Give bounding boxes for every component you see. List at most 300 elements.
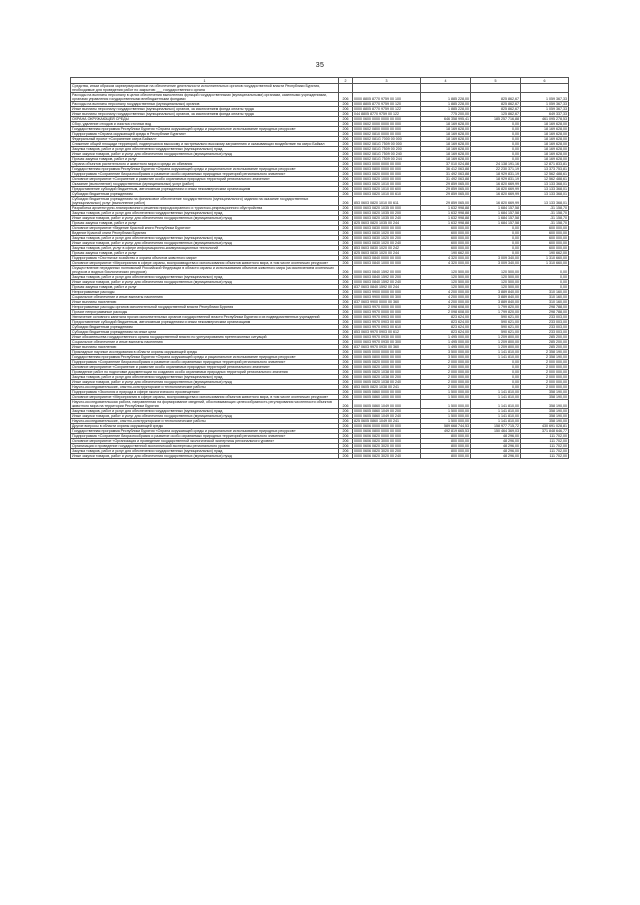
- row-budget-code: 0000 0606 0800 0000 00 000: [353, 429, 421, 434]
- column-header: 1: [71, 78, 339, 84]
- row-remaining-amount: 190 662,00: [521, 251, 569, 256]
- row-description: Закупка товаров, работ и услуг для обеспечения государственных (муниципальных) нужд: [71, 211, 339, 216]
- row-code-206: 206: [339, 187, 353, 192]
- row-executed-amount: 590 621,00: [471, 315, 521, 320]
- row-approved-amount: 36 412 063,88: [421, 167, 471, 172]
- row-approved-amount: 31 492 063,88: [421, 172, 471, 177]
- row-budget-code: 825 0603 0830 1020 00 244: [353, 251, 421, 256]
- row-budget-code: 0000 0605 0820 1038 00 000: [353, 370, 421, 375]
- row-code-206: 206: [339, 345, 353, 350]
- row-remaining-amount: 13 133 368,01: [521, 187, 569, 192]
- row-executed-amount: 590 621,00: [471, 320, 521, 325]
- row-budget-code: 853 0603 0820 1010 00 611: [353, 197, 421, 206]
- row-description: Государственная программа Республики Бурятия «Охрана окружающей среды и рациональное использование природных ресурсов»: [71, 429, 339, 434]
- row-remaining-amount: 298 788,00: [521, 305, 569, 310]
- row-code-206: 206: [339, 385, 353, 390]
- row-budget-code: 0000 0605 0860 0000 00 000: [353, 390, 421, 395]
- row-budget-code: 0000 0605 0820 1038 00 240: [353, 380, 421, 385]
- row-budget-code: 0000 0602 081G 7000 00 000: [353, 137, 421, 142]
- row-remaining-amount: 600 000,00: [521, 246, 569, 251]
- row-executed-amount: 16 820 669,99: [471, 182, 521, 187]
- row-approved-amount: 823 624,00: [421, 320, 471, 325]
- budget-execution-table: [70, 77, 569, 459]
- row-remaining-amount: 600 000,00: [521, 236, 569, 241]
- row-executed-amount: 150 464 369,03: [471, 429, 521, 434]
- row-approved-amount: 1 632 998,88: [421, 211, 471, 216]
- row-remaining-amount: -31 158,70: [521, 221, 569, 226]
- row-budget-code: 0000 0603 0830 1020 00 200: [353, 236, 421, 241]
- row-budget-code: 0000 0603 0840 1592 00 000: [353, 266, 421, 275]
- row-code-206: 206: [339, 157, 353, 162]
- row-budget-code: 0000 0603 0820 0000 00 000: [353, 172, 421, 177]
- row-remaining-amount: 310 160,00: [521, 295, 569, 300]
- row-budget-code: 0000 0602 081G 7509 00 200: [353, 147, 421, 152]
- row-budget-code: 0000 0602 0800 0000 00 000: [353, 127, 421, 132]
- row-approved-amount: 823 624,00: [421, 325, 471, 330]
- row-approved-amount: 4 200 000,00: [421, 290, 471, 295]
- row-code-206: 206: [339, 117, 353, 122]
- row-executed-amount: 1 141 810,00: [471, 400, 521, 409]
- row-executed-amount: 3 889 840,00: [471, 300, 521, 305]
- row-description: Непрограммные расходы органов исполнительной государственной власти Республики Бурятия: [71, 305, 339, 310]
- row-code-206: 206: [339, 400, 353, 409]
- row-code-206: 206: [339, 390, 353, 395]
- row-remaining-amount: 18 169 628,00: [521, 137, 569, 142]
- row-approved-amount: 2 000 000,00: [421, 360, 471, 365]
- row-approved-amount: 4 320 000,00: [421, 256, 471, 261]
- row-code-206: 206: [339, 280, 353, 285]
- table-body: [71, 84, 569, 459]
- row-budget-code: 0000 0603 0820 1035 00 000: [353, 206, 421, 211]
- row-code-206: 206: [339, 93, 353, 102]
- row-budget-code: 0000 0603 0830 0000 00 000: [353, 226, 421, 231]
- row-executed-amount: 0,00: [471, 142, 521, 147]
- row-description: Государственная программа Республики Бурятия «Охрана окружающей среды и рациональное использование природных ресурсов»: [71, 167, 339, 172]
- row-executed-amount: 48 296,00: [471, 454, 521, 459]
- row-description: Организация и проведение государственной экологической экспертизы регионального уровня: [71, 444, 339, 449]
- row-remaining-amount: 1 059 367,33: [521, 93, 569, 102]
- row-executed-amount: 0,00: [471, 360, 521, 365]
- row-approved-amount: 600 000,00: [421, 226, 471, 231]
- row-remaining-amount: 233 003,00: [521, 330, 569, 335]
- row-approved-amount: 120 500,00: [421, 280, 471, 285]
- row-code-206: 206: [339, 231, 353, 236]
- row-approved-amount: 1 500 000,00: [421, 414, 471, 419]
- row-description: Субсидии бюджетным учреждениям: [71, 192, 339, 197]
- row-approved-amount: 18 169 628,00: [421, 132, 471, 137]
- row-code-206: 206: [339, 315, 353, 320]
- row-description: Иные выплаты персоналу государственных (муниципальных) органов, за исключением фонда оплаты труда: [71, 107, 339, 112]
- row-code-206: 206: [339, 414, 353, 419]
- row-budget-code: 853 0605 0820 1038 00 241: [353, 385, 421, 390]
- row-executed-amount: 3 889 840,00: [471, 290, 521, 295]
- row-remaining-amount: 2 000 000,00: [521, 360, 569, 365]
- row-remaining-amount: 1 059 367,33: [521, 107, 569, 112]
- row-executed-amount: 1 141 810,00: [471, 409, 521, 414]
- row-approved-amount: 4 320 000,00: [421, 261, 471, 266]
- row-code-206: 206: [339, 330, 353, 335]
- row-executed-amount: 0,00: [471, 246, 521, 251]
- row-remaining-amount: 2 000 000,00: [521, 380, 569, 385]
- row-remaining-amount: 0,00: [521, 275, 569, 280]
- row-description: Закупка товаров, работ, услуг в сфере информационно-коммуникационных технологий: [71, 246, 339, 251]
- row-approved-amount: 1 885 228,00: [421, 107, 471, 112]
- row-budget-code: 0000 0605 0000 0000 00 000: [353, 350, 421, 355]
- row-code-206: 206: [339, 350, 353, 355]
- row-approved-amount: 1 495 000,00: [421, 345, 471, 350]
- row-approved-amount: 823 624,00: [421, 315, 471, 320]
- row-code-206: 206: [339, 102, 353, 107]
- row-description: Закупка товаров, работ и услуг для обеспечения государственных (муниципальных) нужд: [71, 147, 339, 152]
- row-description: Закупка товаров, работ и услуг для обеспечения государственных (муниципальных) нужд: [71, 449, 339, 454]
- row-remaining-amount: 0,00: [521, 285, 569, 290]
- row-budget-code: 0000 8805 8770 9759 00 100: [353, 93, 421, 102]
- row-budget-code: 0000 0603 9970 0903 00 610: [353, 325, 421, 330]
- row-approved-amount: 589 668 744,53: [421, 424, 471, 429]
- row-code-206: 206: [339, 261, 353, 266]
- row-approved-amount: 18 169 628,00: [421, 147, 471, 152]
- row-executed-amount: 48 296,00: [471, 439, 521, 444]
- row-remaining-amount: 12 871 833,81: [521, 162, 569, 167]
- row-approved-amount: 1 632 998,88: [421, 221, 471, 226]
- page-number: 35: [315, 62, 325, 69]
- row-executed-amount: 1 799 820,00: [471, 305, 521, 310]
- row-budget-code: 0000 0603 0820 1035 00 200: [353, 211, 421, 216]
- row-remaining-amount: 600 000,00: [521, 241, 569, 246]
- row-executed-amount: 18 929 831,19: [471, 177, 521, 182]
- row-remaining-amount: 310 160,00: [521, 300, 569, 305]
- row-code-206: 206: [339, 320, 353, 325]
- row-code-206: 206: [339, 434, 353, 439]
- row-description: Иные выплаты персоналу государственных (муниципальных) органов, за исключением фонда оплаты труда: [71, 112, 339, 117]
- row-code-206: 206: [339, 172, 353, 177]
- row-remaining-amount: 285 200,00: [521, 340, 569, 345]
- row-approved-amount: 120 500,00: [421, 285, 471, 290]
- row-budget-code: 0000 0603 9970 0930 00 300: [353, 340, 421, 345]
- row-approved-amount: 800 000,00: [421, 454, 471, 459]
- row-approved-amount: 120 500,00: [421, 266, 471, 275]
- row-executed-amount: 0,00: [471, 137, 521, 142]
- row-budget-code: 0000 0606 0820 0000 00 000: [353, 434, 421, 439]
- row-remaining-amount: 461 095 278,53: [521, 117, 569, 122]
- row-budget-code: 0000 0606 0820 3000 00 000: [353, 439, 421, 444]
- row-budget-code: 0000 0600 0000 0000 00 000: [353, 117, 421, 122]
- row-budget-code: 0000 0605 0820 1000 00 000: [353, 365, 421, 370]
- row-executed-amount: 0,00: [471, 365, 521, 370]
- row-description: Субсидии бюджетным учреждениям на финансовое обеспечение государственного (муниципального) задания на оказание государственных (муниципальных) услуг (выполнение работ): [71, 197, 339, 206]
- row-approved-amount: 1 632 998,88: [421, 216, 471, 221]
- row-remaining-amount: 111 702,00: [521, 439, 569, 444]
- row-executed-amount: 16 820 669,99: [471, 197, 521, 206]
- row-executed-amount: 0,00: [471, 127, 521, 132]
- row-description: Снижение общей площади территорий, подвергшихся высокому и экстремально высокому загрязнению и оказывающих воздействие на озеро Байкал: [71, 142, 339, 147]
- row-code-206: 206: [339, 107, 353, 112]
- row-executed-amount: 120 500,00: [471, 266, 521, 275]
- row-executed-amount: 125 862,67: [471, 112, 521, 117]
- row-executed-amount: 825 862,67: [471, 93, 521, 102]
- row-remaining-amount: 233 003,00: [521, 320, 569, 325]
- row-budget-code: 0000 0605 0800 0000 00 000: [353, 355, 421, 360]
- row-approved-amount: 1 632 998,88: [421, 206, 471, 211]
- row-description: Иные закупки товаров, работ и услуг для обеспечения государственных (муниципальных) нужд: [71, 216, 339, 221]
- row-executed-amount: 1 209 800,00: [471, 340, 521, 345]
- row-executed-amount: 120 500,00: [471, 285, 521, 290]
- row-code-206: 206: [339, 325, 353, 330]
- row-description: Закупка товаров, работ и услуг для обеспечения государственных (муниципальных) нужд: [71, 375, 339, 380]
- row-code-206: 206: [339, 182, 353, 187]
- row-approved-amount: 800 000,00: [421, 444, 471, 449]
- row-executed-amount: 0,00: [471, 132, 521, 137]
- row-budget-code: 0000 0602 081G 7509 00 240: [353, 152, 421, 157]
- row-budget-code: 0000 0603 9970 0903 00 600: [353, 320, 421, 325]
- row-approved-amount: 18 169 628,00: [421, 142, 471, 147]
- row-approved-amount: 1 495 000,00: [421, 340, 471, 345]
- row-budget-code: 0000 0603 0800 0000 00 000: [353, 167, 421, 172]
- row-budget-code: 0000 0602 0810 0000 00 000: [353, 132, 421, 137]
- row-code-206: 206: [339, 177, 353, 182]
- row-remaining-amount: 111 702,00: [521, 454, 569, 459]
- row-remaining-amount: 285 200,00: [521, 335, 569, 340]
- row-budget-code: 825 0605 0860 1049 00 241: [353, 419, 421, 424]
- row-code-206: 206: [339, 221, 353, 226]
- row-executed-amount: 0,00: [471, 226, 521, 231]
- row-approved-amount: 2 000 000,00: [421, 380, 471, 385]
- table-row: [71, 197, 569, 206]
- row-executed-amount: 0,00: [471, 152, 521, 157]
- table-row: [71, 93, 569, 102]
- row-executed-amount: 48 296,00: [471, 449, 521, 454]
- row-approved-amount: 1 500 000,00: [421, 419, 471, 424]
- row-code-206: 206: [339, 395, 353, 400]
- row-description: Иные закупки товаров, работ и услуг для обеспечения государственных (муниципальных) нужд: [71, 380, 339, 385]
- row-remaining-amount: 0,00: [521, 280, 569, 285]
- row-executed-amount: 1 141 810,00: [471, 419, 521, 424]
- row-approved-amount: 2 000 000,00: [421, 375, 471, 380]
- row-approved-amount: 1 495 000,00: [421, 335, 471, 340]
- row-executed-amount: 120 500,00: [471, 280, 521, 285]
- row-description: Осуществление переданных полномочий Российской Федерации в области охраны и использования объектов животного мира (за исключением охотничьих ресурсов и водных биологических ресурсов): [71, 266, 339, 275]
- row-description: Основное мероприятие «Ведение Красной книги Республики Бурятия»: [71, 226, 339, 231]
- row-code-206: 206: [339, 167, 353, 172]
- row-remaining-amount: 2 358 190,00: [521, 355, 569, 360]
- row-executed-amount: 3 889 840,00: [471, 295, 521, 300]
- row-executed-amount: 1 141 810,00: [471, 395, 521, 400]
- row-code-206: 206: [339, 380, 353, 385]
- row-description: Закупка товаров, работ и услуг для обеспечения государственных (муниципальных) нужд: [71, 236, 339, 241]
- row-remaining-amount: 233 003,00: [521, 325, 569, 330]
- row-executed-amount: 1 799 820,00: [471, 310, 521, 315]
- row-remaining-amount: 1 310 660,00: [521, 256, 569, 261]
- row-description: Научно-исследовательские, опытно-конструкторские и технологические работы: [71, 419, 339, 424]
- column-header: 5: [471, 78, 521, 84]
- row-approved-amount: 18 169 628,00: [421, 127, 471, 132]
- row-budget-code: 0000 0603 0840 0000 00 000: [353, 256, 421, 261]
- row-approved-amount: 600 000,00: [421, 236, 471, 241]
- row-remaining-amount: 285 200,00: [521, 345, 569, 350]
- row-executed-amount: 590 621,00: [471, 325, 521, 330]
- row-remaining-amount: 1 310 660,00: [521, 261, 569, 266]
- row-description: Увеличение основного капитала прочих исполнительных органов государственной власти Республики Бурятия и их подведомственных учреждений: [71, 315, 339, 320]
- row-budget-code: 853 0603 0830 1020 00 242: [353, 246, 421, 251]
- row-code-206: 206: [339, 439, 353, 444]
- row-description: Прочая закупка товаров, работ и услуг: [71, 221, 339, 226]
- row-budget-code: 0000 0603 0000 0000 00 000: [353, 162, 421, 167]
- row-executed-amount: 0,00: [471, 147, 521, 152]
- row-approved-amount: 120 500,00: [421, 275, 471, 280]
- row-budget-code: 0000 0605 0820 0000 00 000: [353, 360, 421, 365]
- row-description: Другие вопросы в области охраны окружающей среды: [71, 424, 339, 429]
- row-executed-amount: 1 684 157,58: [471, 221, 521, 226]
- row-approved-amount: 600 000,00: [421, 241, 471, 246]
- row-remaining-amount: 18 169 628,00: [521, 122, 569, 127]
- row-remaining-amount: -31 158,70: [521, 216, 569, 221]
- row-executed-amount: [471, 84, 521, 93]
- row-description: Государственная программа Республики Бурятия «Охрана окружающей среды и рациональное использование природных ресурсов»: [71, 127, 339, 132]
- row-executed-amount: 0,00: [471, 241, 521, 246]
- row-code-206: 206: [339, 137, 353, 142]
- row-approved-amount: [421, 84, 471, 93]
- row-budget-code: 837 0603 0840 1592 00 244: [353, 285, 421, 290]
- row-description: Основное мероприятие «Мероприятия в сфере охраны, воспроизводства и использования объектов животного мира, в том числе охотничьих ресурсов»: [71, 395, 339, 400]
- row-budget-code: 0000 0605 0860 1000 00 000: [353, 395, 421, 400]
- row-description: Иные обязательства государственного органа государственной власти по урегулированию претензионных ситуаций: [71, 335, 339, 340]
- row-executed-amount: 590 621,00: [471, 330, 521, 335]
- row-remaining-amount: 111 702,00: [521, 434, 569, 439]
- table-row: [71, 400, 569, 409]
- row-approved-amount: 600 000,00: [421, 231, 471, 236]
- row-approved-amount: 1 885 228,00: [421, 93, 471, 102]
- row-approved-amount: 31 492 063,88: [421, 177, 471, 182]
- row-executed-amount: 120 500,00: [471, 275, 521, 280]
- row-description: Оказание (выполнение) государственных (муниципальных) услуг (работ): [71, 182, 339, 187]
- row-approved-amount: 37 010 024,88: [421, 162, 471, 167]
- row-budget-code: 0000 0605 0820 1038 00 200: [353, 375, 421, 380]
- row-remaining-amount: 1 059 367,33: [521, 102, 569, 107]
- row-executed-amount: 0,00: [471, 380, 521, 385]
- row-approved-amount: 775 200,00: [421, 112, 471, 117]
- row-remaining-amount: 18 169 628,00: [521, 147, 569, 152]
- row-budget-code: 0000 0603 0820 1010 00 600: [353, 187, 421, 192]
- row-description: Непрограммные расходы: [71, 290, 339, 295]
- table-row: [71, 84, 569, 93]
- row-code-206: 206: [339, 256, 353, 261]
- row-description: Подпрограмма «Сохранение биоразнообразия и развитие особо охраняемых природных территорий регионального значения»: [71, 360, 339, 365]
- row-description: Проведение работ по подготовке документации по созданию особо охраняемых природных территорий регионального значения: [71, 370, 339, 375]
- row-remaining-amount: 2 000 000,00: [521, 385, 569, 390]
- row-approved-amount: 3 500 000,00: [421, 350, 471, 355]
- row-code-206: 206: [339, 360, 353, 365]
- row-code-206: 206: [339, 142, 353, 147]
- row-description: Подпрограмма «Сохранение биоразнообразия и развитие особо охраняемых природных территорий регионального значения»: [71, 434, 339, 439]
- row-description: Иные закупки товаров, работ и услуг для обеспечения государственных (муниципальных) нужд: [71, 454, 339, 459]
- row-code-206: 206: [339, 246, 353, 251]
- row-code-206: 206: [339, 266, 353, 275]
- row-description: Предоставление субсидий бюджетным, автономным учреждениям и иным некоммерческим организациям: [71, 187, 339, 192]
- row-approved-amount: 190 662,00: [421, 251, 471, 256]
- row-remaining-amount: 13 373 753,81: [521, 167, 569, 172]
- row-budget-code: 0000 0603 0840 1592 00 200: [353, 275, 421, 280]
- row-approved-amount: 1 500 000,00: [421, 400, 471, 409]
- row-executed-amount: 1 141 810,00: [471, 355, 521, 360]
- row-code-206: 206: [339, 127, 353, 132]
- row-budget-code: 0000 0606 0820 3020 00 200: [353, 449, 421, 454]
- row-description: Основное мероприятие «Сохранение и развитие особо охраняемых природных территорий регионального значения»: [71, 177, 339, 182]
- row-description: ОХРАНА ОКРУЖАЮЩЕЙ СРЕДЫ: [71, 117, 339, 122]
- row-description: Иные закупки товаров, работ и услуг для обеспечения государственных (муниципальных) нужд: [71, 280, 339, 285]
- row-budget-code: 0000 0605 0860 1049 00 200: [353, 409, 421, 414]
- row-description: Социальное обеспечение и иные выплаты населению: [71, 340, 339, 345]
- row-code-206: 206: [339, 122, 353, 127]
- row-remaining-amount: 111 702,00: [521, 449, 569, 454]
- row-code-206: 206: [339, 375, 353, 380]
- row-approved-amount: 29 859 065,00: [421, 197, 471, 206]
- row-budget-code: 0000 0603 0820 1010 00 000: [353, 182, 421, 187]
- row-description: Иные закупки товаров, работ и услуг для обеспечения государственных (муниципальных) нужд: [71, 414, 339, 419]
- row-description: Расходы на выплаты персоналу государственных (муниципальных) органов: [71, 102, 339, 107]
- row-budget-code: 0000 0603 9900 0000 00 300: [353, 295, 421, 300]
- row-description: Федеральный проект «Сохранение озера Байкал»: [71, 137, 339, 142]
- row-executed-amount: 0,00: [471, 157, 521, 162]
- row-executed-amount: 3 009 340,00: [471, 256, 521, 261]
- row-approved-amount: 2 000 000,00: [421, 365, 471, 370]
- row-remaining-amount: -31 158,70: [521, 211, 569, 216]
- row-approved-amount: 1 500 000,00: [421, 390, 471, 395]
- row-approved-amount: 29 859 065,00: [421, 192, 471, 197]
- row-executed-amount: 825 862,67: [471, 102, 521, 107]
- row-description: Субсидии бюджетным учреждениям: [71, 325, 339, 330]
- row-description: Иные выплаты населению: [71, 300, 339, 305]
- row-code-206: 206: [339, 449, 353, 454]
- row-description: Подпрограмма «Сохранение биоразнообразия и развитие особо охраняемых природных территорий регионального значения»: [71, 172, 339, 177]
- column-header: 4: [421, 78, 471, 84]
- row-description: Социальное обеспечение и иные выплаты населению: [71, 295, 339, 300]
- row-approved-amount: 4 200 000,00: [421, 295, 471, 300]
- row-approved-amount: 29 859 065,00: [421, 182, 471, 187]
- row-budget-code: 044 8805 8770 9759 00 122: [353, 112, 421, 117]
- row-code-206: 206: [339, 409, 353, 414]
- row-description: Научно-исследовательские, опытно-конструкторские и технологические работы: [71, 385, 339, 390]
- row-approved-amount: 3 500 000,00: [421, 355, 471, 360]
- row-code-206: 206: [339, 211, 353, 216]
- row-approved-amount: 18 169 628,00: [421, 152, 471, 157]
- row-executed-amount: 1 141 810,00: [471, 350, 521, 355]
- row-remaining-amount: [521, 84, 569, 93]
- row-remaining-amount: 2 000 000,00: [521, 370, 569, 375]
- row-budget-code: 0000 8805 8770 9759 00 122: [353, 107, 421, 112]
- row-budget-code: 0000 0602 081G 7509 00 244: [353, 157, 421, 162]
- row-budget-code: 0000 0603 0820 1000 00 000: [353, 177, 421, 182]
- row-remaining-amount: 2 358 190,00: [521, 350, 569, 355]
- row-budget-code: 0000 0603 0830 1020 00 240: [353, 241, 421, 246]
- row-code-206: 206: [339, 241, 353, 246]
- row-remaining-amount: 358 190,00: [521, 414, 569, 419]
- row-approved-amount: 1 500 000,00: [421, 395, 471, 400]
- row-executed-amount: 16 820 669,99: [471, 192, 521, 197]
- row-remaining-amount: 18 169 628,00: [521, 157, 569, 162]
- row-approved-amount: 2 000 000,00: [421, 385, 471, 390]
- row-budget-code: 0000 0605 0860 1049 00 240: [353, 414, 421, 419]
- row-description: Расходы на выплаты персоналу в целях обеспечения выполнения функций государственными (муниципальными) органами, казенными учреждениями, органами управления государственными внебюджетными фондами: [71, 93, 339, 102]
- row-code-206: 206: [339, 236, 353, 241]
- row-description: Средства, иным образом зарезервированные на обеспечение деятельности исполнительных органов государственной власти Республики Бурятия, необходимые для проведения работ по закрытию ___ государственного органа: [71, 84, 339, 93]
- row-budget-code: 0000 0606 0820 3020 00 000: [353, 444, 421, 449]
- row-code-206: 206: [339, 444, 353, 449]
- row-approved-amount: 2 098 608,00: [421, 310, 471, 315]
- row-executed-amount: 48 296,00: [471, 444, 521, 449]
- row-approved-amount: 800 000,00: [421, 439, 471, 444]
- row-budget-code: [353, 84, 421, 93]
- row-code-206: 206: [339, 365, 353, 370]
